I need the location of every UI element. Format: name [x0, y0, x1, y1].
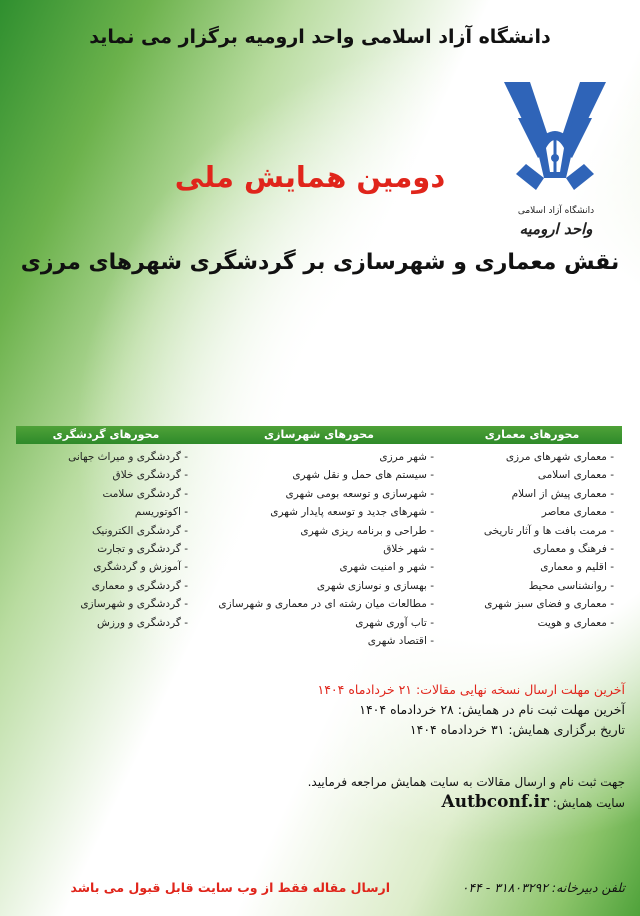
- list-item: - گردشگری و تجارت: [97, 543, 188, 556]
- list-item: - گردشگری سلامت: [102, 487, 188, 500]
- tourism-column: [16, 448, 196, 650]
- list-item: - طراحی و برنامه ریزی شهری: [300, 524, 434, 537]
- list-item: - بهسازی و نوسازی شهری: [316, 579, 434, 592]
- list-item: - اقتصاد شهری: [367, 635, 434, 648]
- final-paper-deadline: آخرین مهلت ارسال نسخه نهایی مقالات: ۲۱ خردادماه ۱۴۰۴: [317, 682, 625, 697]
- submission-note: ارسال مقاله فقط از وب سایت قابل قبول می باشد: [70, 880, 390, 895]
- list-item: - گردشگری و ورزش: [97, 616, 188, 629]
- axes-table: [16, 426, 622, 650]
- list-item: - فرهنگ و معماری: [532, 543, 614, 556]
- list-item: - معماری معاصر: [541, 506, 614, 519]
- list-item: - مطالعات میان رشته ای در معماری و شهرسازی: [218, 598, 434, 611]
- logo-caption: واحد ارومیه: [519, 220, 593, 238]
- axes-header: [16, 426, 622, 444]
- site-line: [150, 792, 625, 813]
- list-item: - معماری و هویت: [537, 616, 614, 629]
- list-item: - شهرسازی و توسعه بومی شهری: [285, 487, 434, 500]
- deadlines-block: [120, 680, 625, 740]
- list-item: - گردشگری خلاق: [112, 469, 188, 482]
- main-title: نقش معماری و شهرسازی بر گردشگری شهرهای مرزی: [20, 250, 620, 275]
- university-logo: [496, 78, 614, 246]
- urbanism-heading: محورهای شهرسازی: [264, 428, 374, 441]
- list-item: - مرمت بافت ها و آثار تاریخی: [483, 524, 614, 537]
- site-label: سایت همایش:: [552, 796, 625, 810]
- architecture-heading: محورهای معماری: [484, 428, 580, 441]
- list-item: - تاب آوری شهری: [355, 616, 434, 629]
- urbanism-column: [196, 448, 442, 650]
- organizer-line: دانشگاه آزاد اسلامی واحد ارومیه برگزار می نماید: [89, 26, 551, 48]
- secretariat-phone: تلفن دبیرخانه: ۳۱۸۰۳۲۹۲ - ۰۴۴: [461, 880, 625, 895]
- list-item: - معماری شهرهای مرزی: [505, 451, 614, 463]
- registration-deadline: آخرین مهلت ثبت نام در همایش: ۲۸ خردادماه ۱۴۰۴: [359, 702, 625, 717]
- list-item: - اکوتوریسم: [134, 506, 188, 519]
- registration-instruction: جهت ثبت نام و ارسال مقالات به سایت همایش مراجعه فرمایید.: [307, 775, 625, 789]
- list-item: - سیستم های حمل و نقل شهری: [292, 469, 434, 482]
- site-url-link[interactable]: Autbconf.ir: [441, 792, 549, 812]
- list-item: - معماری اسلامی: [537, 469, 614, 482]
- list-item: - شهر و امنیت شهری: [339, 561, 434, 574]
- list-item: - شهرهای جدید و توسعه پایدار شهری: [270, 506, 434, 519]
- list-item: - روانشناسی محیط: [528, 579, 614, 592]
- list-item: - گردشگری و معماری: [91, 579, 188, 592]
- list-item: - گردشگری و میراث جهانی: [68, 451, 188, 463]
- event-date: تاریخ برگزاری همایش: ۳۱ خردادماه ۱۴۰۴: [409, 722, 625, 737]
- architecture-column: [442, 448, 622, 650]
- list-item: - شهر خلاق: [383, 543, 434, 556]
- list-item: - گردشگری الکترونیک: [92, 524, 188, 537]
- list-item: - معماری و فضای سبز شهری: [484, 598, 614, 611]
- list-item: - گردشگری و شهرسازی: [80, 598, 188, 611]
- tourism-heading: محورهای گردشگری: [52, 428, 160, 441]
- list-item: - اقلیم و معماری: [540, 561, 614, 574]
- list-item: - معماری پیش از اسلام: [511, 487, 614, 500]
- list-item: - شهر مرزی: [379, 451, 434, 463]
- list-item: - آموزش و گردشگری: [93, 561, 188, 574]
- university-emblem-icon: [496, 78, 614, 208]
- logo-caption-small: دانشگاه آزاد اسلامی: [517, 206, 595, 216]
- contact-block: [150, 772, 625, 813]
- edition-title: دومین همایش ملی: [174, 160, 446, 194]
